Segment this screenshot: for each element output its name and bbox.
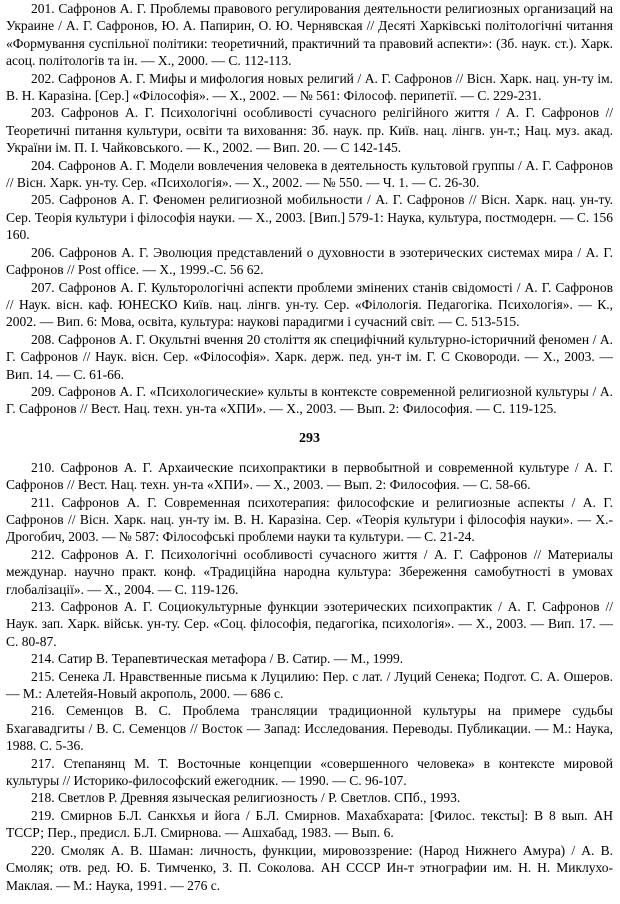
bibliography-entry: 212. Сафронов А. Г. Психологічні особливості сучасного життя / А. Г. Сафронов // Материалы междунар. научно практ. конф. «Традиційна народна культура: Збереження самобутності в умовах глобалізації». — Х., 2004. — С. 119-126. <box>6 546 613 597</box>
bibliography-entry: 205. Сафронов А. Г. Феномен религиозной мобильности / А. Г. Сафронов // Вісн. Харк. нац. ун-ту. Сер. Теорія культури і філософія науки. — Х., 2003. [Вип.] 579-1: Наука, культура, постмодерн. — С. 156 160. <box>6 192 613 243</box>
bibliography-entry: 210. Сафронов А. Г. Архаические психопрактики в первобытной и современной культуре / А. Г. Сафронов // Вест. Нац. техн. ун-та «ХПИ». — Х., 2003. — Вып. 2: Философия. — С. 58-66. <box>6 459 613 493</box>
bibliography-entry: 209. Сафронов А. Г. «Психологические» культы в контексте современной религиозной культуры / А. Г. Сафронов // Вест. Нац. техн. ун-та «ХПИ». — Х., 2003. — Вып. 2: Философия. — С. 119-125. <box>6 383 613 417</box>
bibliography-entry: 201. Сафронов А. Г. Проблемы правового регулирования деятельности религиозных организаций на Украине / А. Г. Сафронов, Ю. А. Папирин, О. Ю. Чернявская // Десяті Харківські політологічні читання «Формування суспільної політики: теоретичний, практичний та правовий аспекти»: (Зб. наук. ст.). Харк. асоц. політологів та ін. — Х., 2000. — С. 112-113. <box>6 1 613 69</box>
bibliography-bottom <box>6 459 613 894</box>
bibliography-entry: 203. Сафронов А. Г. Психологічні особливості сучасного релігійного життя / А. Г. Сафронов // Теоретичні питання культури, освіти та виховання: Зб. наук. пр. Київ. нац. лінгв. ун-т.; Нац. муз. акад. України ім. П. І. Чайковського. — К., 2002. — Вип. 20. — С 142-145. <box>6 105 613 156</box>
bibliography-entry: 215. Сенека Л. Нравственные письма к Луцилию: Пер. с лат. / Луций Сенека; Подгот. С. А. Ошеров. — М.: Алетейя-Новый акрополь, 2000. — 686 с. <box>6 668 613 702</box>
bibliography-entry: 208. Сафронов А. Г. Окультні вчення 20 століття як специфічний культурно-історичний феномен / А. Г. Сафронов // Наук. вісн. Сер. «Філософія». Харк. держ. пед. ун-т ім. Г. С Сковороди. — Х., 2003. — Вип. 14. — С. 61-66. <box>6 331 613 382</box>
bibliography-entry: 207. Сафронов А. Г. Культорологічні аспекти проблеми змінених станів свідомості / А. Г. Сафронов // Наук. вісн. каф. ЮНЕСКО Київ. нац. лінгв. ун-ту. Сер. «Філологія. Педагогіка. Психологія». — К., 2002. — Вип. 6: Мова, освіта, культура: наукові парадигми і сучасний світ. — С. 513-515. <box>6 279 613 330</box>
bibliography-entry: 216. Семенцов В. С. Проблема трансляции традиционной культуры на примере судьбы Бхагавадгиты / В. С. Семенцов // Восток — Запад: Исследования. Переводы. Публикации. — М.: Наука, 1988. С. 5-36. <box>6 703 613 754</box>
bibliography-entry: 202. Сафронов А. Г. Мифы и мифология новых религий / А. Г. Сафронов // Вісн. Харк. нац. ун-ту ім. В. Н. Каразіна. [Сер.] «Філософія». — Х., 2002. — № 561: Філософ. перипетії. — С. 229-231. <box>6 70 613 104</box>
bibliography-entry: 211. Сафронов А. Г. Современная психотерапия: философские и религиозные аспекты / А. Г. Сафронов // Вісн. Харк. нац. ун-ту ім. В. Н. Каразіна. Сер. «Теорія культури і філософія науки». — Х.-Дрогобич, 2003. — № 587: Філософські проблеми науки та культури. — С. 21-24. <box>6 494 613 545</box>
page-number: 293 <box>299 430 320 446</box>
bibliography-entry: 214. Сатир В. Терапевтическая метафора / В. Сатир. — М., 1999. <box>31 651 404 667</box>
bibliography-entry: 218. Светлов Р. Древняя языческая религиозность / Р. Светлов. СПб., 1993. <box>31 790 461 806</box>
bibliography-top <box>6 0 613 418</box>
bibliography-entry: 206. Сафронов А. Г. Эволюция представлений о духовности в эзотерических системах мира / А. Г. Сафронов // Post office. — Х., 1999.-С. 56 62. <box>6 244 613 278</box>
bibliography-entry: 220. Смоляк А. В. Шаман: личность, функции, мировоззрение: (Народ Нижнего Амура) / А. В. Смоляк; отв. ред. Ю. Б. Тимченко, З. П. Соколова. АН СССР Ин-т этнографии им. Н. Н. Миклухо-Маклая. — М.: Наука, 1991. — 276 с. <box>6 842 613 893</box>
bibliography-entry: 204. Сафронов А. Г. Модели вовлечения человека в деятельность культовой группы / А. Г. Сафронов // Вісн. Харк. ун-ту. Сер. «Психологія». — Х., 2002. — № 550. — Ч. 1. — С. 26-30. <box>6 157 613 191</box>
bibliography-entry: 213. Сафронов А. Г. Социокультурные функции эзотерических психопрактик / А. Г. Сафронов // Наук. зап. Харк. військ. ун-ту. Сер. «Соц. філософія, педагогіка, психологія». — Х., 2003. — Вип. 17. — С. 80-87. <box>6 599 613 649</box>
bibliography-entry: 219. Смирнов Б.Л. Санкхья и йога / Б.Л. Смирнов. Махабхарата: [Филос. тексты]: В 8 вып. АН ТССР; Пер., предисл. Б.Л. Смирнова. — Ашхабад, 1983. — Вып. 6. <box>6 807 613 841</box>
bibliography-entry: 217. Степанянц М. Т. Восточные концепции «совершенного человека» в контексте мировой культуры // Историко-философский ежегодник. — 1990. — С. 96-107. <box>6 755 613 789</box>
